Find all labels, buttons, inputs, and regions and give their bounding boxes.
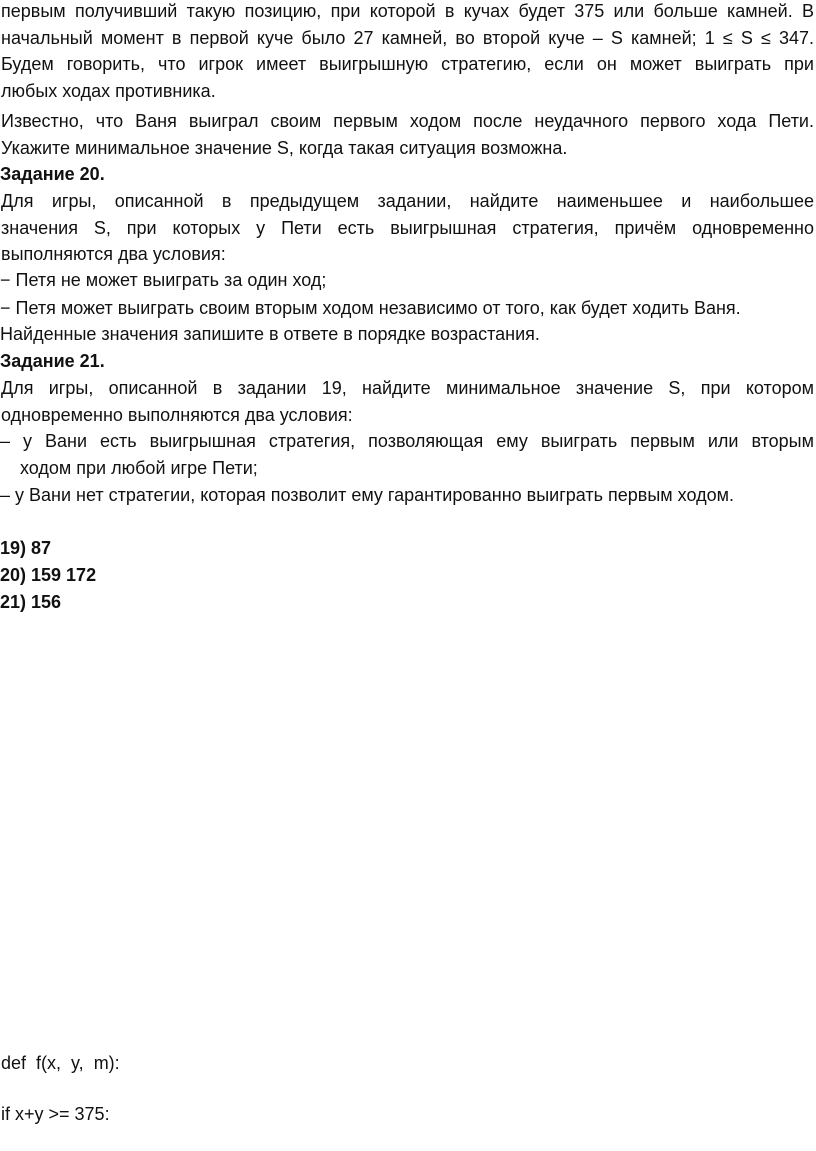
task21-paragraph	[1, 375, 814, 428]
task20-note: Найденные значения запишите в ответе в порядке возрастания.	[0, 324, 540, 344]
code-line-if: if x+y >= 375:	[1, 1104, 110, 1124]
task21-condition-1	[0, 428, 814, 481]
task20-heading: Задание 20.	[0, 164, 105, 184]
task21-condition-1-line: – у Вани есть выигрышная стратегия, позволяющая ему выиграть первым или вторым	[0, 431, 814, 451]
answer-21: 21) 156	[0, 592, 62, 612]
task21-line: одновременно выполняются два условия:	[1, 404, 353, 425]
task20-condition-2: − Петя может выиграть своим вторым ходом независимо от того, как будет ходить Ваня.	[0, 298, 741, 318]
code-line-def: def f(x, y, m):	[1, 1053, 120, 1073]
task19-paragraph	[1, 108, 814, 161]
task20-paragraph	[1, 188, 814, 268]
task19-line: Известно, что Ваня выиграл своим первым ходом после неудачного первого хода Пети.	[1, 111, 814, 131]
task21-heading: Задание 21.	[0, 351, 105, 371]
intro-line: первым получивший такую позицию, при которой в кучах будет 375 или больше камней. В	[1, 1, 814, 21]
intro-line: Будем говорить, что игрок имеет выигрышную стратегию, если он может выиграть при	[1, 54, 814, 74]
task19-line: Укажите минимальное значение S, когда такая ситуация возможна.	[1, 137, 568, 158]
task21-condition-2: – у Вани нет стратегии, которая позволит ему гарантированно выиграть первым ходом.	[0, 485, 734, 505]
task20-line: Для игры, описанной в предыдущем задании, найдите наименьшее и наибольшее	[1, 191, 814, 211]
task20-line: значения S, при которых у Пети есть выигрышная стратегия, причём одновременно	[1, 217, 814, 238]
task21-line: Для игры, описанной в задании 19, найдите минимальное значение S, при котором	[1, 378, 814, 398]
answer-19: 19) 87	[0, 538, 52, 558]
task20-line: выполняются два условия:	[1, 244, 226, 264]
answer-20: 20) 159 172	[0, 565, 97, 585]
intro-paragraph	[1, 0, 814, 104]
intro-line: любых ходах противника.	[1, 80, 216, 101]
intro-line: начальный момент в первой куче было 27 камней, во второй куче – S камней; 1 ≤ S ≤ 347.	[1, 27, 814, 48]
task20-condition-1: − Петя не может выиграть за один ход;	[0, 270, 327, 290]
task21-condition-1-line: ходом при любой игре Пети;	[20, 457, 258, 478]
